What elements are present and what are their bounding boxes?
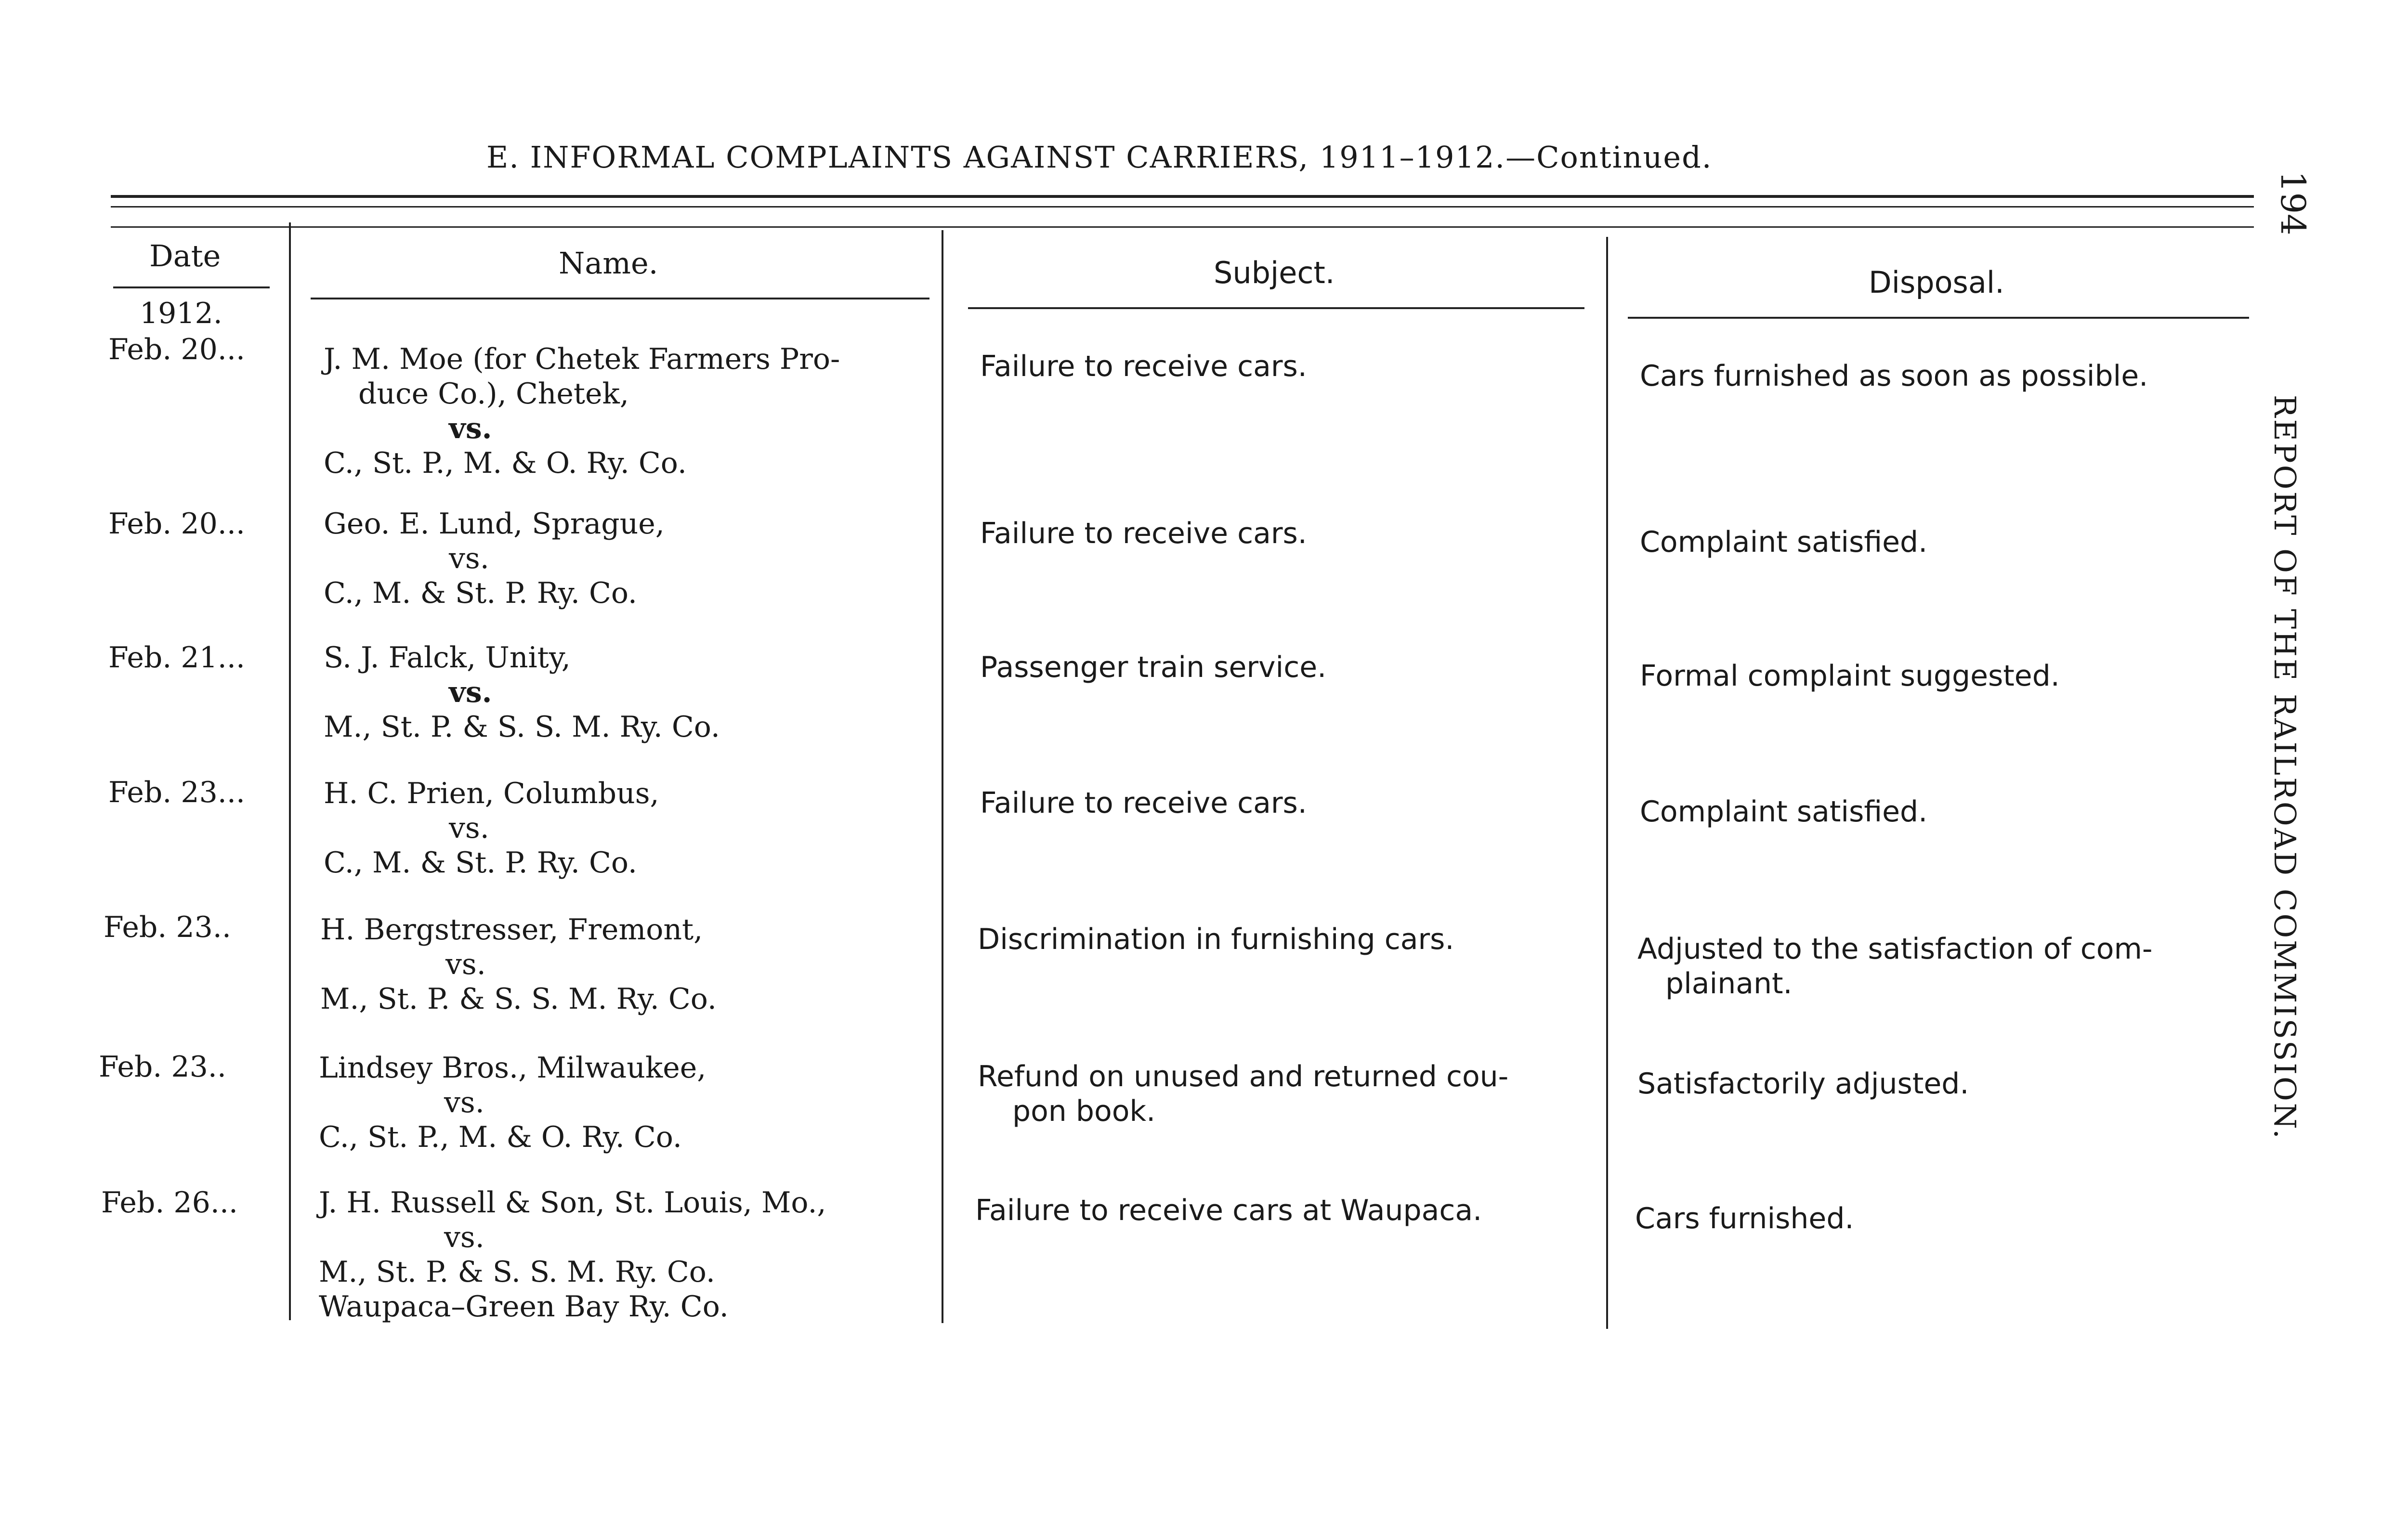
- disposal-line: Adjusted to the satisfaction of com-: [1637, 932, 2153, 966]
- name-line: Geo. E. Lund, Sprague,: [324, 507, 665, 541]
- disposal-line: Cars furnished as soon as possible.: [1640, 359, 2148, 393]
- row-3-subject: [980, 650, 1326, 685]
- row-6-name: [319, 1051, 706, 1155]
- running-head: REPORT OF THE RAILROAD COMMISSION.: [2267, 395, 2303, 1141]
- name-line: M., St. P. & S. S. M. Ry. Co.: [319, 1255, 715, 1289]
- row-4-date: Feb. 23...: [108, 776, 245, 809]
- name-line: H. C. Prien, Columbus,: [324, 777, 659, 810]
- row-2-subject: [980, 516, 1307, 551]
- row-2-date: Feb. 20...: [108, 507, 245, 541]
- disposal-line: Cars furnished.: [1635, 1202, 1854, 1235]
- row-2-disposal: [1640, 525, 1927, 559]
- row-3-date: Feb. 21...: [108, 641, 245, 675]
- column-rule-1: [289, 222, 291, 1320]
- top-rule-thin: [111, 206, 2254, 208]
- subject-line: Failure to receive cars at Waupaca.: [975, 1194, 1482, 1227]
- row-4-name: [324, 776, 659, 880]
- name-vs: vs.: [444, 1086, 484, 1119]
- name-vs: vs.: [449, 412, 492, 445]
- row-5-date: Feb. 23..: [104, 910, 231, 944]
- name-line: H. Bergstresser, Fremont,: [320, 913, 703, 947]
- subject-line: Failure to receive cars.: [980, 786, 1307, 820]
- name-vs: vs.: [449, 542, 489, 575]
- name-vs: vs.: [445, 948, 486, 981]
- name-line: C., St. P., M. & O. Ry. Co.: [324, 446, 687, 480]
- name-line: C., St. P., M. & O. Ry. Co.: [319, 1120, 682, 1154]
- row-7-disposal: [1635, 1201, 1854, 1236]
- row-7-subject: [975, 1193, 1482, 1228]
- name-line: C., M. & St. P. Ry. Co.: [324, 576, 638, 610]
- row-5-name: [320, 912, 717, 1016]
- row-5-subject: [978, 922, 1454, 957]
- subject-line: Failure to receive cars.: [980, 350, 1307, 383]
- name-line: C., M. & St. P. Ry. Co.: [324, 846, 638, 880]
- row-3-name: [324, 640, 720, 744]
- year-label: 1912.: [140, 297, 222, 330]
- disposal-line: Formal complaint suggested.: [1640, 659, 2060, 693]
- row-1-date: Feb. 20...: [108, 333, 245, 366]
- row-4-subject: [980, 786, 1307, 820]
- column-header-date: Date: [149, 238, 221, 273]
- name-line: Waupaca–Green Bay Ry. Co.: [319, 1290, 729, 1324]
- row-2-name: [324, 507, 665, 611]
- name-line: M., St. P. & S. S. M. Ry. Co.: [320, 982, 717, 1016]
- row-4-disposal: [1640, 794, 1927, 829]
- page-title: E. INFORMAL COMPLAINTS AGAINST CARRIERS, 1911–1912.—Continued.: [486, 140, 1713, 175]
- disposal-line: Complaint satisfied.: [1640, 795, 1928, 829]
- name-line: J. M. Moe (for Chetek Farmers Pro-: [324, 342, 840, 376]
- name-vs: vs.: [449, 676, 492, 709]
- row-6-subject: [978, 1059, 1508, 1129]
- row-1-name: [324, 342, 840, 481]
- row-1-subject: [980, 349, 1307, 384]
- disposal-line: plainant.: [1665, 967, 1793, 1000]
- subject-line: Passenger train service.: [980, 650, 1327, 684]
- row-7-date: Feb. 26...: [101, 1186, 238, 1220]
- row-3-disposal: [1640, 659, 2060, 693]
- row-6-disposal: [1637, 1066, 1969, 1101]
- name-line: Lindsey Bros., Milwaukee,: [319, 1051, 707, 1085]
- subject-header-rule: [968, 307, 1584, 309]
- name-header-rule: [311, 298, 929, 299]
- row-1-disposal: [1640, 359, 2148, 393]
- top-rule-under: [111, 226, 2254, 228]
- subject-line: Discrimination in furnishing cars.: [978, 922, 1454, 956]
- subject-line: Refund on unused and returned cou-: [978, 1060, 1509, 1093]
- name-vs: vs.: [449, 811, 489, 845]
- column-header-disposal: Disposal.: [1869, 265, 2004, 300]
- name-line: S. J. Falck, Unity,: [324, 641, 571, 675]
- disposal-header-rule: [1628, 317, 2249, 319]
- row-6-date: Feb. 23..: [99, 1050, 226, 1084]
- date-header-rule: [113, 286, 270, 288]
- subject-line: pon book.: [1012, 1094, 1156, 1128]
- name-line: J. H. Russell & Son, St. Louis, Mo.,: [319, 1186, 826, 1220]
- top-rule: [111, 195, 2254, 198]
- name-line: duce Co.), Chetek,: [358, 377, 629, 411]
- column-header-subject: Subject.: [1214, 255, 1335, 290]
- column-rule-2: [942, 230, 943, 1323]
- name-vs: vs.: [444, 1221, 484, 1254]
- row-5-disposal: [1637, 932, 2153, 1001]
- row-7-name: [319, 1185, 826, 1324]
- name-line: M., St. P. & S. S. M. Ry. Co.: [324, 710, 720, 744]
- disposal-line: Complaint satisfied.: [1640, 525, 1928, 559]
- column-rule-3: [1606, 237, 1608, 1329]
- subject-line: Failure to receive cars.: [980, 517, 1307, 550]
- column-header-name: Name.: [559, 246, 658, 281]
- page-number: 194: [2273, 171, 2313, 235]
- disposal-line: Satisfactorily adjusted.: [1637, 1067, 1969, 1101]
